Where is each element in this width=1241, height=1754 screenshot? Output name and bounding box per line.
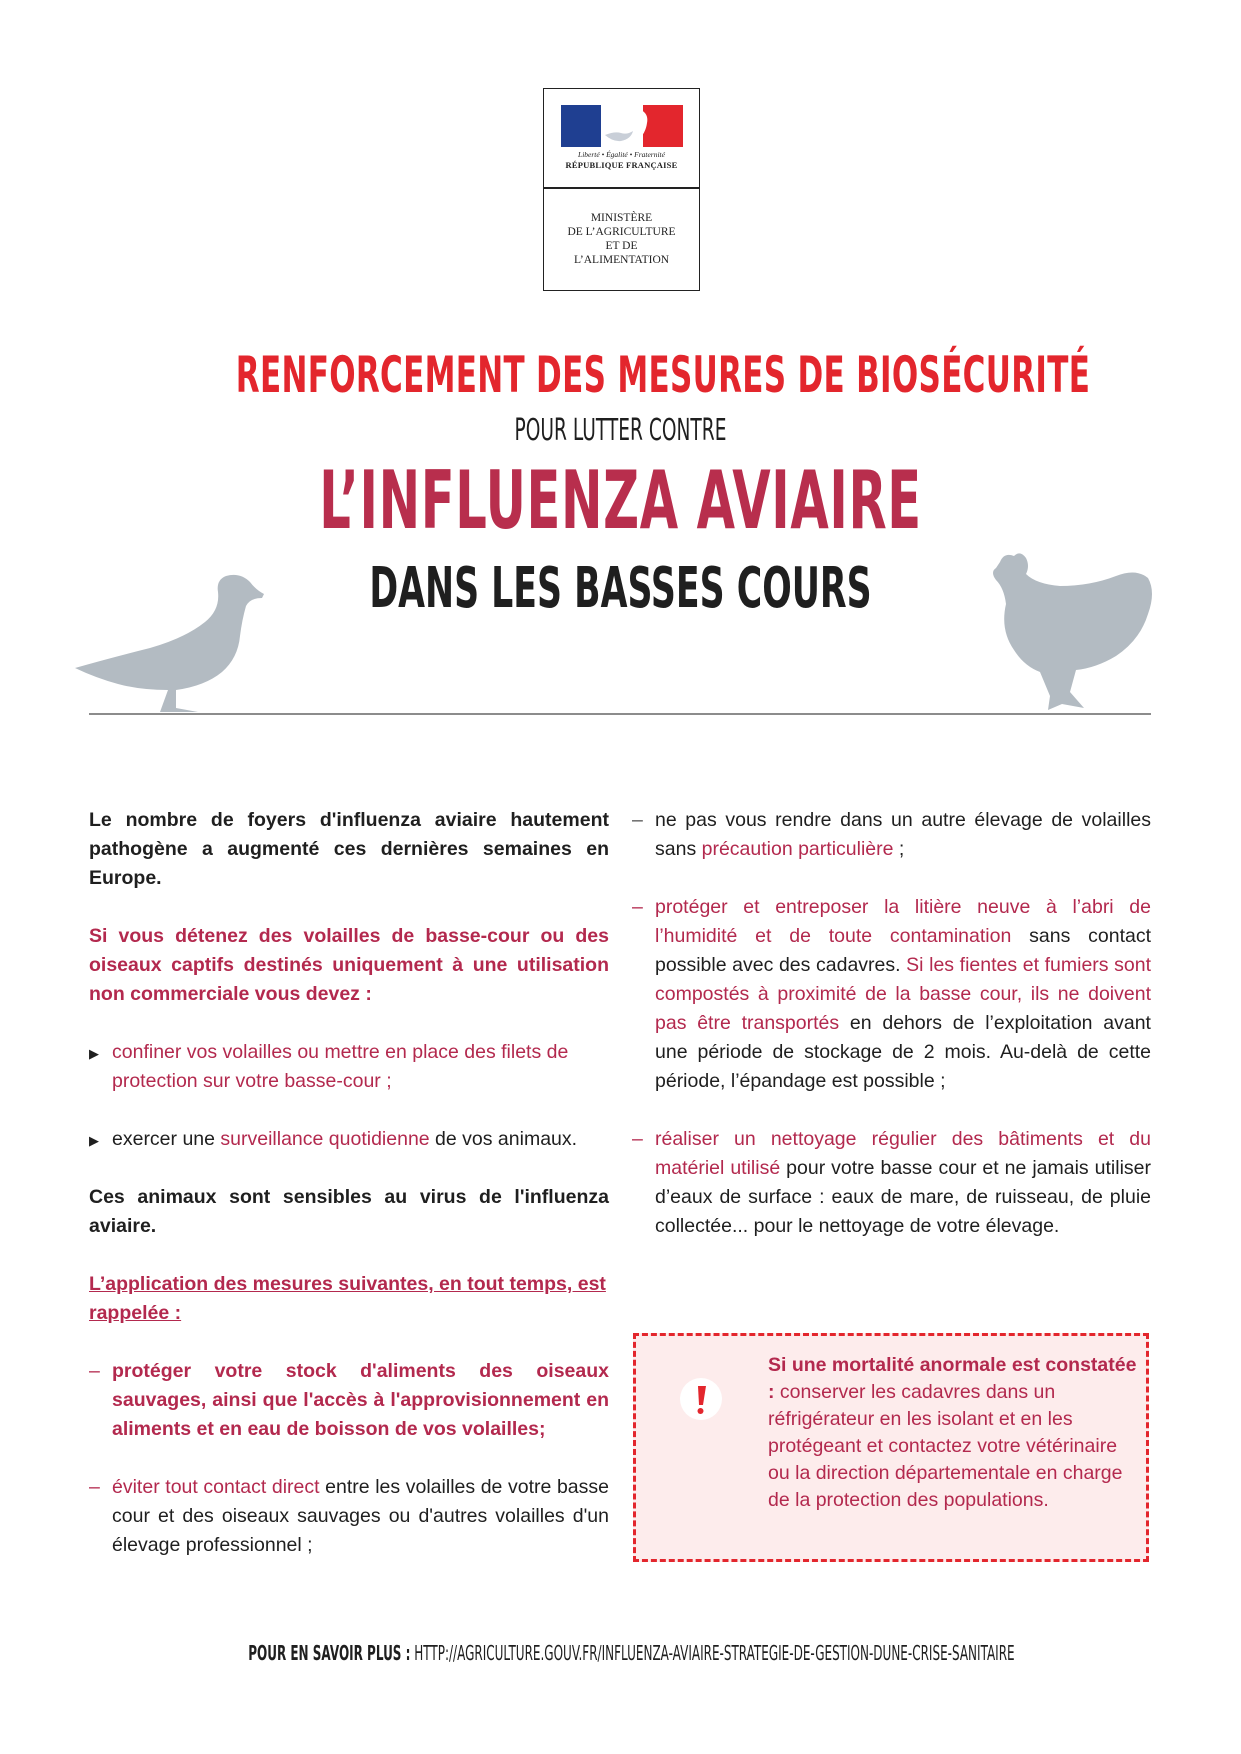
dash-bullet-icon: – [632,1128,643,1150]
title-line-1: RENFORCEMENT DES MESURES DE BIOSÉCURITÉ [235,346,1091,404]
dash-2-post: entre les volailles de votre basse cour et des oiseaux sauvages ou d'autres volailles d'un élevage professionnel ; [112,1476,609,1556]
list-item [89,1357,609,1444]
hen-silhouette-icon [993,553,1152,710]
list-item [89,1038,609,1096]
title-line-4: DANS LES BASSES COURS [369,556,872,621]
ministry-line-2: DE L’AGRICULTURE [567,226,676,238]
dash-5-accent: réaliser un nettoyage régulier des bâtiments et du matériel utilisé [655,1128,1151,1179]
mortality-alert-box [633,1333,1149,1562]
ministry-line-3: ET DE [605,240,638,252]
header-divider [89,713,1151,715]
dash-4-mid: sans contact possible avec des cadavres. [655,925,1151,976]
intro-paragraph: Le nombre de foyers d'influenza aviaire hautement pathogène a augmenté ces dernières semaines en Europe. [89,809,609,889]
list-item [632,893,1151,1096]
footer [248,1641,1015,1665]
dash-4-accent-2: Si les fientes et fumiers sont compostés à proximité de la basse cour, ils ne doivent pas être transportés [655,954,1151,1034]
dash-bullet-icon: – [632,896,643,918]
ministry-line-4: L’ALIMENTATION [573,254,670,266]
title-line-3: L’INFLUENZA AVIAIRE [319,454,922,547]
dash-bullet-icon: – [89,1360,100,1382]
dash-bullet-icon: – [89,1476,100,1498]
footer-url-link[interactable]: HTTP://AGRICULTURE.GOUV.FR/INFLUENZA-AVIAIRE-STRATEGIE-DE-GESTION-DUNE-CRISE-SANITAIRE [410,1641,1015,1665]
devise-text: Liberté • Égalité • Fraternité [578,150,665,159]
list-item [89,1473,609,1560]
list-item [632,1125,1151,1241]
dash-4-post: en dehors de l’exploitation avant une période de stockage de 2 mois. Au-delà de cette période, l’épandage est possible ; [655,1012,1151,1092]
triangle-bullet-icon: ▶ [89,1133,99,1148]
dash-3-pre: ne pas vous rendre dans un autre élevage de volailles sans [655,809,1151,860]
right-column [632,806,1151,1241]
bullet-2-accent: surveillance quotidienne [220,1128,430,1150]
list-item [89,1125,609,1154]
ministry-name [544,211,699,267]
bullet-2-pre: exercer une [112,1128,221,1150]
alert-bold: Si une mortalité anormale est constatée : [768,1354,1137,1403]
alert-text [768,1352,1138,1514]
list-item [632,806,1151,864]
bullet-1-text: confiner vos volailles ou mettre en place des filets de protection sur votre basse-cour ; [112,1041,569,1092]
triangle-bullet-icon: ▶ [89,1046,99,1061]
duck-silhouette-icon [75,575,264,712]
ministry-logo [543,88,700,291]
republique-text: RÉPUBLIQUE FRANÇAISE [565,160,678,170]
obligations-subhead: Si vous détenez des volailles de basse-cour ou des oiseaux captifs destinés uniquement à une utilisation non commerciale vous devez : [89,925,609,1005]
bullet-2-post: de vos animaux. [429,1128,578,1150]
sensible-paragraph: Ces animaux sont sensibles au virus de l'influenza aviaire. [89,1186,609,1237]
exclamation-icon [679,1377,723,1421]
footer-label: POUR EN SAVOIR PLUS : [248,1641,411,1665]
ministry-line-1: MINISTÈRE [590,212,653,224]
marianne-logo-icon [561,105,683,147]
dash-1-text: protéger votre stock d'aliments des oiseaux sauvages, ainsi que l'accès à l'approvisionnement en aliments et en eau de boisson de vos volailles; [112,1360,609,1440]
dash-4-accent-1: protéger et entreposer la litière neuve à l’abri de l’humidité et de toute contamination [655,896,1151,947]
dash-bullet-icon: – [632,809,643,831]
dash-2-accent: éviter tout contact direct [112,1476,320,1498]
dash-5-post: pour votre basse cour et ne jamais utiliser d’eaux de surface : eaux de mare, de ruisseau, de pluie collectée... pour le nettoyage de votre élevage. [655,1157,1151,1237]
logo-divider [544,187,699,189]
left-column [89,806,609,1560]
alert-body: conserver les cadavres dans un réfrigérateur en les isolant et en les protégeant et contactez votre vétérinaire ou la direction départementale en charge de la protection des populations. [768,1381,1123,1511]
dash-3-accent: précaution particulière [701,838,894,860]
dash-3-post: ; [893,838,905,860]
republique-block [544,89,699,187]
birds-illustration [0,540,1241,720]
rappel-heading: L’application des mesures suivantes, en tout temps, est rappelée : [89,1273,606,1324]
title-line-2: POUR LUTTER CONTRE [514,413,727,448]
